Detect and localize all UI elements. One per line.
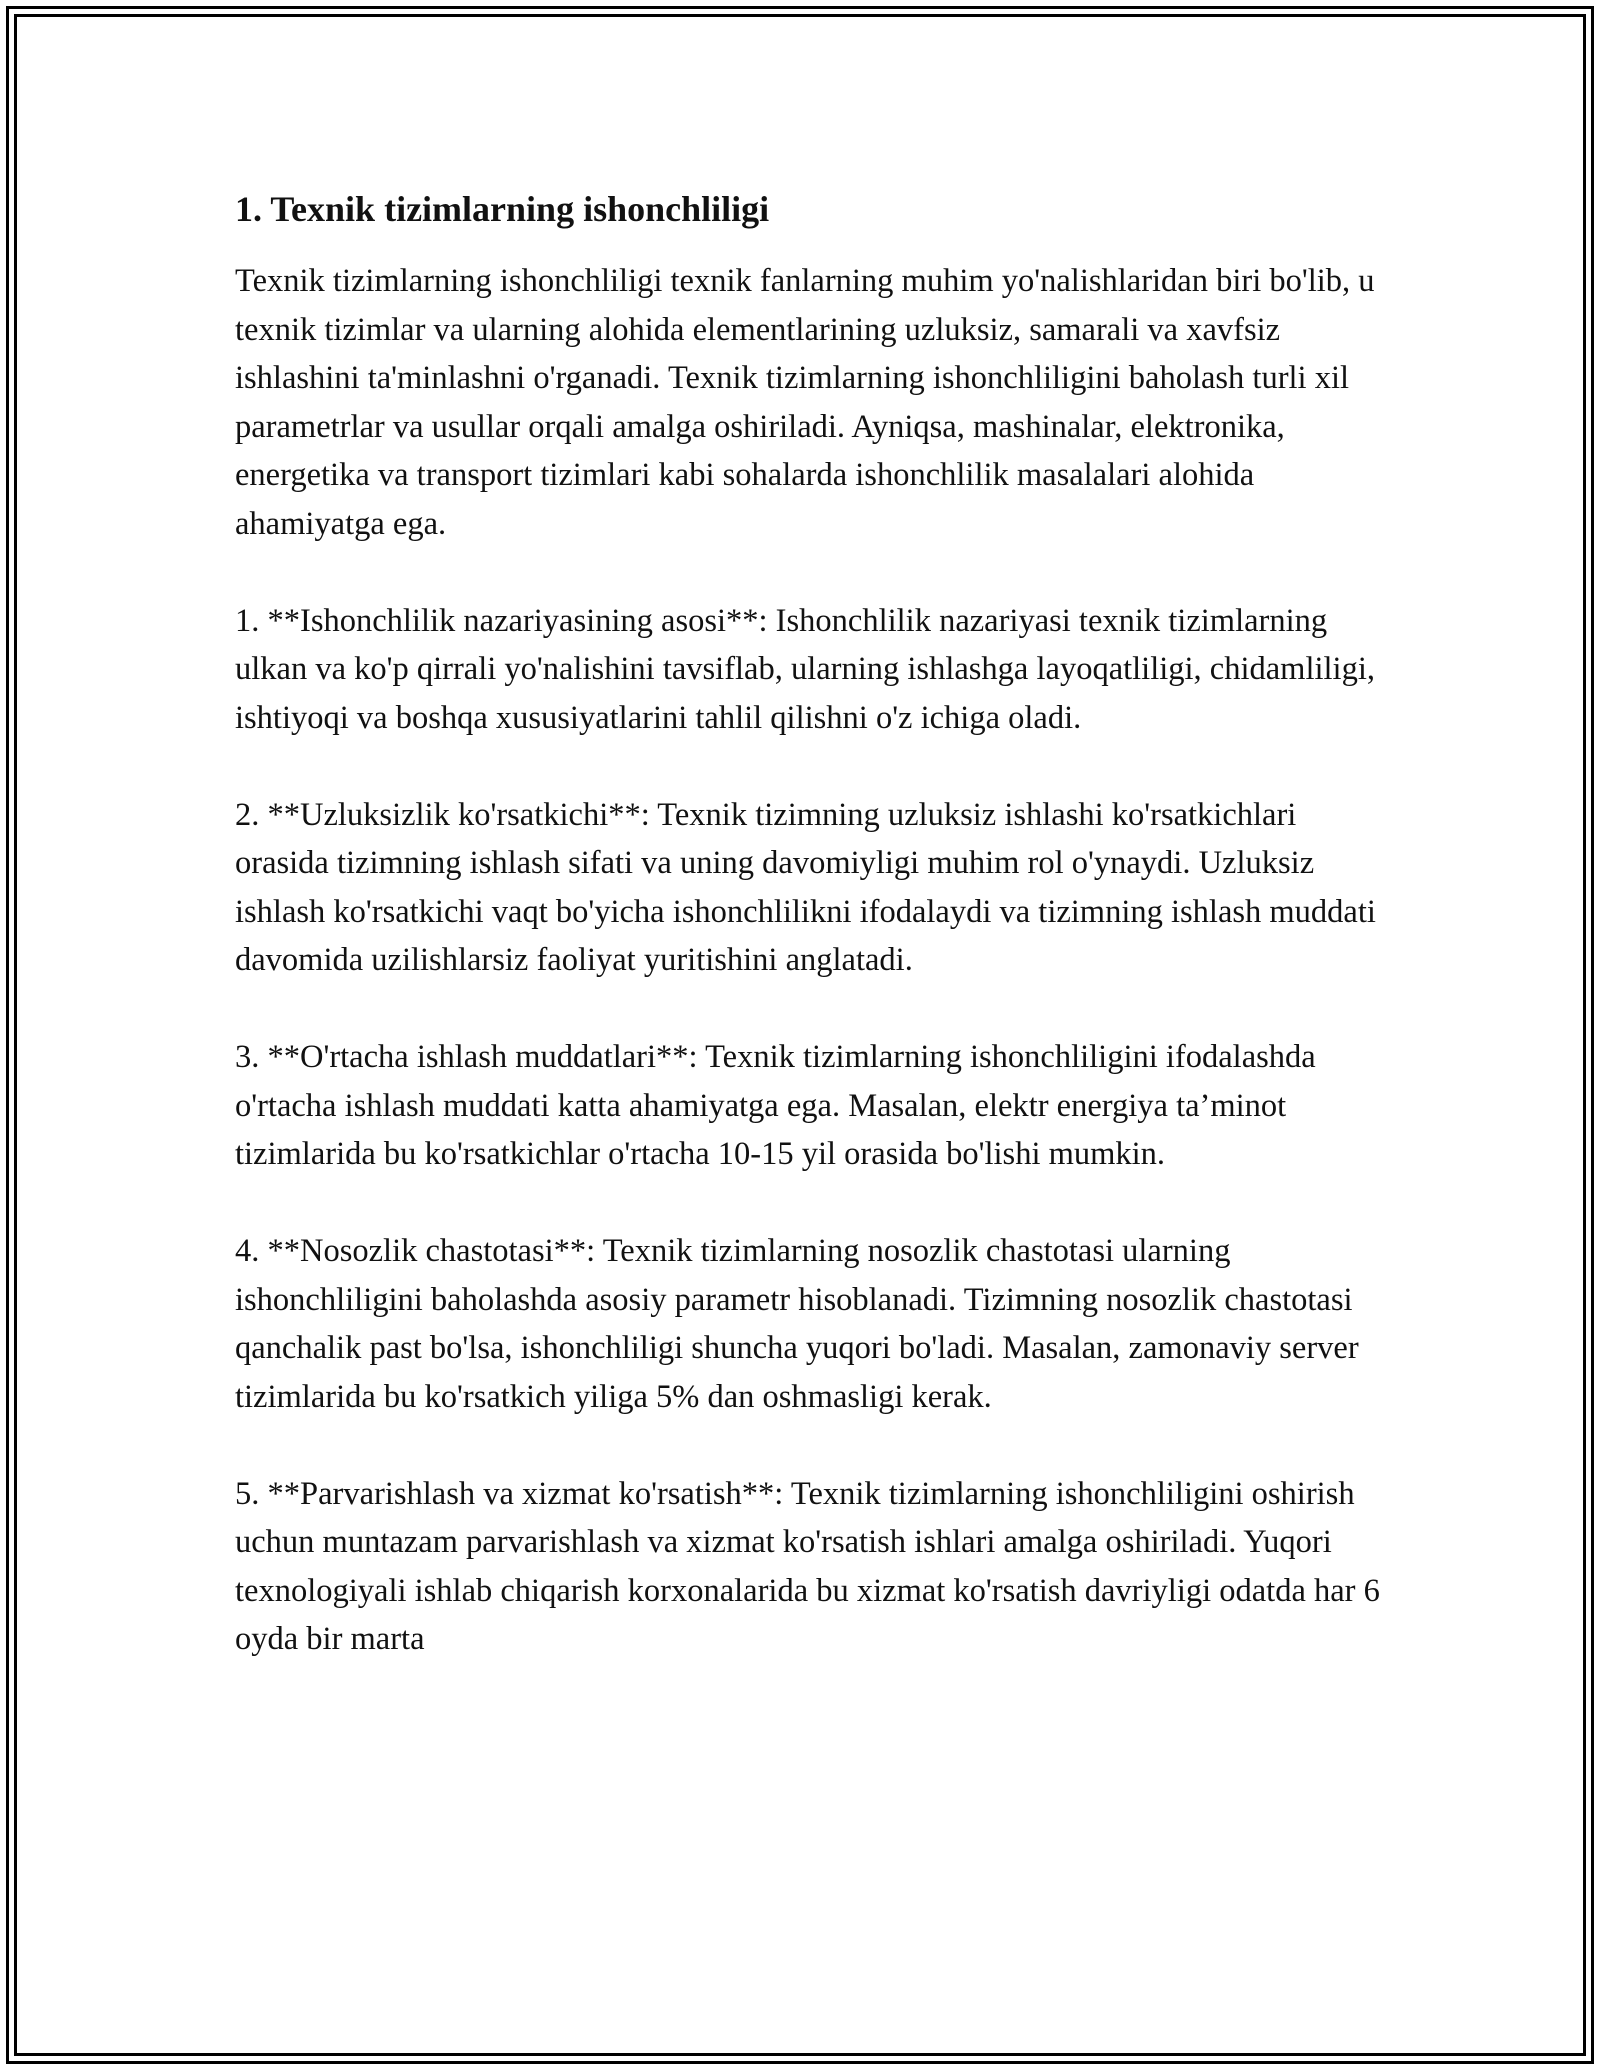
intro-paragraph: Texnik tizimlarning ishonchliligi texnik fanlarning muhim yo'nalishlaridan biri bo'lib, u texnik tizimlar va ularning alohida elementlarining uzluksiz, samarali va xavfsiz ishlashini ta'minlashni o'rganadi. Texnik tizimlarning ishonchliligini baholash turli xil parametrlar va usullar orqali amalga oshiriladi. Ayniqsa, mashinalar, elektronika, energetika va transport tizimlari kabi sohalarda ishonchlilik masalalari alohida ahamiyatga ega. [235,263,1375,542]
paragraph-item-1: 1. **Ishonchlilik nazariyasining asosi**: Ishonchlilik nazariyasi texnik tizimlarning ulkan va ko'p qirrali yo'nalishini tavsiflab, ularning ishlashga layoqatliligi, chidamliligi, ishtiyoqi va boshqa xususiyatlarini tahlil qilishni o'z ichiga oladi. [235,602,1375,736]
document-body [235,185,1380,1664]
paragraph-item-4: 4. **Nosozlik chastotasi**: Texnik tizimlarning nosozlik chastotasi ularning ishonchliligini baholashda asosiy parametr hisoblanadi. Tizimning nosozlik chastotasi qanchalik past bo'lsa, ishonchliligi shuncha yuqori bo'ladi. Masalan, zamonaviy server tizimlarida bu ko'rsatkich yiliga 5% dan oshmasligi kerak. [235,1233,1359,1415]
paragraph-item-5: 5. **Parvarishlash va xizmat ko'rsatish**: Texnik tizimlarning ishonchliligini oshirish uchun muntazam parvarishlash va xizmat ko'rsatish ishlari amalga oshiriladi. Yuqori texnologiyali ishlab chiqarish korxonalarida bu xizmat ko'rsatish davriyligi odatda har 6 oyda bir marta [235,1475,1380,1657]
section-heading: 1. Texnik tizimlarning ishonchliligi [235,189,770,229]
paragraph-item-2: 2. **Uzluksizlik ko'rsatkichi**: Texnik tizimning uzluksiz ishlashi ko'rsatkichlari orasida tizimning ishlash sifati va uning davomiyligi muhim rol o'ynaydi. Uzluksiz ishlash ko'rsatkichi vaqt bo'yicha ishonchlilikni ifodalaydi va tizimning ishlash muddati davomida uzilishlarsiz faoliyat yuritishini anglatadi. [235,796,1376,978]
paragraph-item-3: 3. **O'rtacha ishlash muddatlari**: Texnik tizimlarning ishonchliligini ifodalashda o'rtacha ishlash muddati katta ahamiyatga ega. Masalan, elektr energiya ta’minot tizimlarida bu ko'rsatkichlar o'rtacha 10-15 yil orasida bo'lishi mumkin. [235,1039,1316,1172]
